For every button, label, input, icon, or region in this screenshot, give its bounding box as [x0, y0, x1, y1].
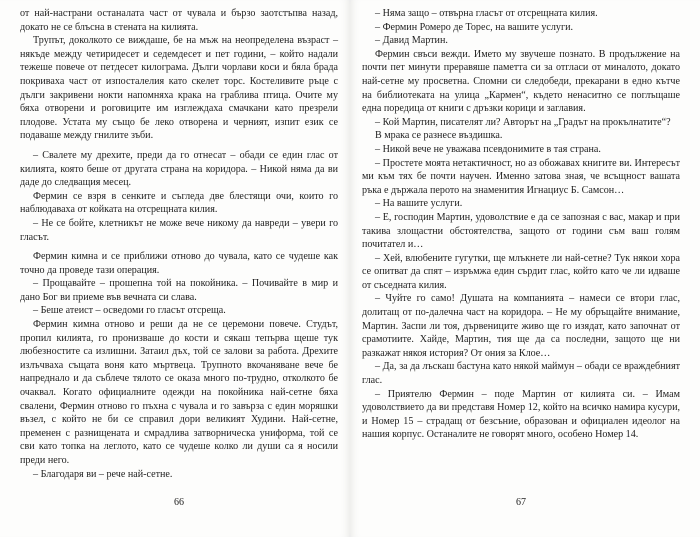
paragraph: – Никой вече не уважава псевдонимите в тая страна.: [375, 143, 601, 155]
paragraph: – Кой Мартин, писателят ли? Авторът на „Градът на прокълнатите“?: [375, 116, 671, 128]
right-page-number: 67: [516, 497, 526, 508]
paragraph: – Е, господин Мартин, удоволствие е да се запозная с вас, макар и при такива злощастни обстоятелства, защото от години съм ваш голям почитател и…: [362, 211, 680, 251]
paragraph: – Давид Мартин.: [375, 35, 448, 47]
paragraph: – Няма защо – отвърна гласът от отсрещната килия.: [375, 8, 598, 19]
paragraph: – Не се бойте, клетникът не може вече никому да навреди – увери го гласът.: [20, 217, 338, 243]
left-page-number: 66: [174, 497, 184, 508]
paragraph: – Приятелю Фермин – поде Мартин от килията си. – Имам удоволствието да ви представя Номер 12, който на всичко намира кусури, и Номер 15 – страдащ от безсъние, образован и официален идеолог на нашия корпус. Останалите не говорят много, особено Номер 14.: [362, 388, 680, 441]
paragraph: – Простете моята нетактичност, но аз обожавах книгите ви. Интересът ми към тях бе почти научен. Именно затова зная, че всъщност вашата ръка е държала перото на знаменития Игнациус Б. Самсон…: [362, 157, 680, 196]
paragraph: от най-настрани останалата част от чувала и бързо заотстъпва назад, докато не се блъсна в стената на килията.: [20, 8, 338, 33]
paragraph: – На вашите услуги.: [375, 198, 463, 210]
paragraph: – Прощавайте – прошепна той на покойника. – Почивайте в мир и дано Бог ви приеме във вечната си слава.: [20, 278, 338, 303]
paragraph: – Хей, влюбените гугутки, ще млъкнете ли най-сетне? Тук някои хора се опитват да спят – изръмжа един сърдит глас, който като че ли идваше от съседната килия.: [362, 252, 680, 291]
paragraph: – Да, за да лъскаш бастуна като някой маймун – обади се враждебният глас.: [362, 361, 680, 387]
left-page-text: [20, 7, 338, 481]
paragraph: – Благодаря ви – рече най-сетне.: [33, 468, 173, 480]
right-page-text: [362, 7, 680, 442]
paragraph: Фермин се взря в сенките и съгледа две блестящи очи, които го наблюдаваха от койката на отсрещната килия.: [20, 190, 338, 216]
paragraph: Трупът, доколкото се виждаше, бе на мъж на неопределена възраст – някъде между четиридесет и седемдесет и пет години, – който надали тежеше повече от петдесет килограма. Дълги чорлави коси и бяла брада покриваха част от изпосталелия като скелет торс. Костеливите ръце с дълги закривени нокти напомняха крака на граблива птица. Очите му бяха отворени и роговиците им изглеждаха смачкани като презрели плодове. Устата му също бе леко отворена и черният, изпит език се подаваше между гнилите зъби.: [20, 35, 338, 142]
right-page: [350, 0, 700, 537]
paragraph: В мрака се разнесе въздишка.: [375, 130, 503, 142]
paragraph: Фермин кимна отново и реши да не се церемони повече. Студът, пропил килията, го пронизваше до кости и сякаш тепърва щеше тук любезностите са излишни. Затаил дъх, той се залови за работа. Дрехите излъчваха същата воня като мъртвеца. Трупното вкочаняване вече бе напреднало и да съблече тялото се оказа много по-трудно, отколкото бе очаквал. Когато официалните одежди на покойника най-сетне бяха свалени, Фермин отново го пъхна с чувала и го завърза с един моряшки възел, с който не би се справил дори великият Худини. Най-сетне, пременен с разнищената и смрадлива затворническа униформа, той се сви като топка на леглото, като се чудеше колко ли души са я носили преди него.: [20, 319, 338, 466]
paragraph: – Чуйте го само! Душата на компанията – намеси се втори глас, долитащ от по-далечна част на коридора. – Не му обръщайте внимание, Мартин. Заспи ли тоя, дървениците живо ще го изядат, като започнат от срамотиите. Хайде, Мартин, тия ще да са последни, защото ще ни разкажат някоя история? От ония за Клое…: [362, 293, 680, 359]
paragraph: Фермин кимна и се приближи отново до чувала, като се чудеше как точно да проведе тази операция.: [20, 251, 338, 276]
paragraph: – Беше атеист – осведоми го гласът отсреща.: [33, 305, 226, 317]
paragraph: – Свалете му дрехите, преди да го отнесат – обади се един глас от килията, която беше от другата страна на коридора. – Никой няма да ви даде до следващия месец.: [20, 149, 338, 189]
paragraph: – Фермин Ромеро де Торес, на вашите услуги.: [375, 21, 574, 33]
paragraph: Фермин свъси вежди. Името му звучеше познато. В продължение на почти пет минути преравяше паметта си за отгласи от миналото, докато най-сетне му просветна. Спомни си следобеди, прекарани в едно кътче на библиотеката на улица „Кармен“, където ненаситно се поглъщаше една поредица от книги с дръзки корици и заглавия.: [362, 48, 680, 115]
